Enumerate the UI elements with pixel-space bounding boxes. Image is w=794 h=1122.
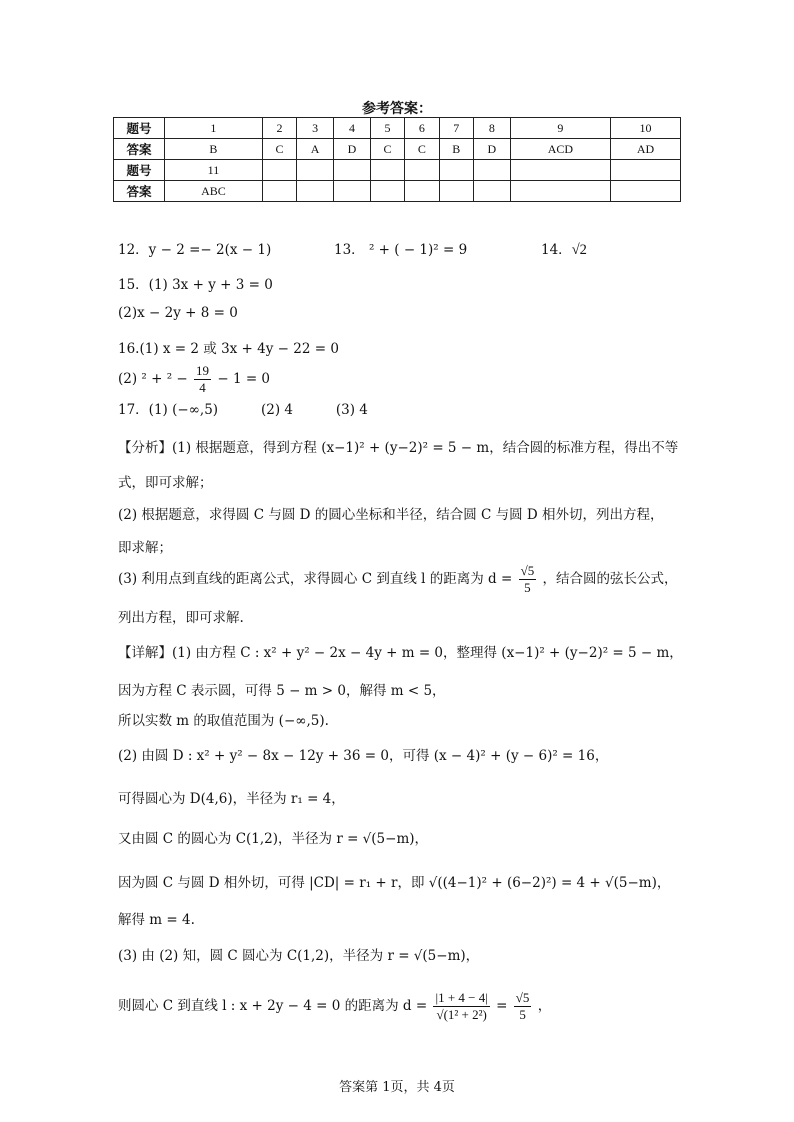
answer-table-cell: AD (611, 139, 681, 160)
answer-table-cell: 6 (405, 118, 439, 139)
answer-table-cell (262, 181, 296, 202)
answer-table-cell: C (262, 139, 296, 160)
answer-table-row (114, 118, 681, 139)
answer-table-cell: 9 (510, 118, 610, 139)
answer-table-cell: 4 (334, 118, 371, 139)
fraction-distance (433, 990, 489, 1023)
answer-table-cell: C (370, 139, 404, 160)
analysis-line-1: 【分析】(1) 根据题意，得到方程 (x−1)² + (y−2)² = 5 − m，结合圆的标准方程，得出不等 (118, 440, 679, 456)
answer-table-cell (370, 181, 404, 202)
answer-table-cell: B (439, 139, 473, 160)
fraction-denominator: 4 (199, 380, 206, 395)
answer-table-cell: 11 (165, 160, 263, 181)
analysis-line-3: (2) 根据题意，求得圆 C 与圆 D 的圆心坐标和半径，结合圆 C 与圆 D 相外切，列出方程， (118, 507, 664, 523)
answer-q16-1: 16.(1) x = 2 或 3x + 4y − 22 = 0 (118, 341, 339, 357)
analysis-line-4: 即求解； (118, 540, 172, 556)
answer-table (113, 117, 681, 202)
answer-q16-2 (118, 363, 270, 396)
answer-table-cell: C (405, 139, 439, 160)
answer-table-cell: 5 (370, 118, 404, 139)
detail-line-2: 因为方程 C 表示圆，可得 5 − m > 0，解得 m < 5， (118, 683, 446, 699)
fraction-19-4 (194, 363, 211, 396)
fraction-denominator: 5 (524, 580, 531, 595)
answer-table-row-header: 题号 (114, 118, 165, 139)
answer-table-cell (510, 181, 610, 202)
detail-line-8: 解得 m = 4. (118, 912, 195, 928)
answer-q16-2-part-b: − 1 = 0 (217, 371, 271, 387)
fraction-root5-over-5 (519, 563, 537, 596)
answer-q12: 12．y − 2 =− 2(x − 1) (118, 242, 272, 258)
answer-table-cell (262, 160, 296, 181)
answer-table-cell (473, 160, 510, 181)
answer-table-cell (405, 160, 439, 181)
fraction-numerator: √5 (520, 563, 535, 578)
answer-table-cell: 7 (439, 118, 473, 139)
fraction-denominator: 5 (519, 1007, 526, 1022)
answer-table-cell (439, 160, 473, 181)
detail-line-7: 因为圆 C 与圆 D 相外切，可得 |CD| = r₁ + r，即 √((4−1)² + (6−2)²) = 4 + √(5−m)， (118, 875, 671, 891)
page-footer: 答案第 1页，共 4页 (339, 1080, 455, 1095)
answer-table-cell: 2 (262, 118, 296, 139)
detail-line-5: 可得圆心为 D(4,6)，半径为 r₁ = 4， (118, 791, 345, 807)
fraction-denominator: √(1² + 2²) (436, 1007, 487, 1022)
detail-line-9: (3) 由 (2) 知，圆 C 圆心为 C(1,2)，半径为 r = √(5−m)， (118, 948, 480, 964)
detail-distance-text: 则圆心 C 到直线 l : x + 2y − 4 = 0 的距离为 d = (118, 998, 428, 1014)
answer-table-row (114, 160, 681, 181)
answer-table-row (114, 181, 681, 202)
answer-table-cell: 10 (611, 118, 681, 139)
analysis-line-6: 列出方程，即可求解. (118, 610, 244, 626)
answer-table-cell (334, 181, 371, 202)
answer-table-cell: B (165, 139, 263, 160)
answer-table-cell (297, 160, 334, 181)
detail-line-4: (2) 由圆 D : x² + y² − 8x − 12y + 36 = 0，可得 (x − 4)² + (y − 6)² = 16， (118, 748, 609, 764)
answer-q15-1: 15．(1) 3x + y + 3 = 0 (118, 277, 273, 293)
fraction-numerator: √5 (515, 990, 530, 1005)
answer-table-cell (611, 181, 681, 202)
detail-distance-tail: ， (537, 998, 552, 1014)
answer-table-cell: D (473, 139, 510, 160)
answer-table-cell: 8 (473, 118, 510, 139)
answer-table-cell (405, 181, 439, 202)
answer-table-cell: A (297, 139, 334, 160)
answer-q17: 17．(1) (−∞,5) (2) 4 (3) 4 (118, 402, 368, 418)
answer-table-row-header: 答案 (114, 139, 165, 160)
answer-table-cell (439, 181, 473, 202)
detail-line-3: 所以实数 m 的取值范围为 (−∞,5). (118, 713, 329, 729)
answer-table-row (114, 139, 681, 160)
answer-table-cell (334, 160, 371, 181)
analysis-distance-tail: ，结合圆的弦长公式， (542, 571, 678, 587)
answer-table-cell (370, 160, 404, 181)
answer-q13: 13． ² + ( − 1)² = 9 (334, 242, 468, 258)
answer-table-cell (611, 160, 681, 181)
answer-table-cell: 3 (297, 118, 334, 139)
answer-table-row-header: 题号 (114, 160, 165, 181)
detail-line-1: 【详解】(1) 由方程 C : x² + y² − 2x − 4y + m = 0，整理得 (x−1)² + (y−2)² = 5 − m， (118, 645, 683, 661)
answer-q15-2: (2)x − 2y + 8 = 0 (118, 305, 238, 321)
analysis-distance-text: (3) 利用点到直线的距离公式，求得圆心 C 到直线 l 的距离为 d = (118, 571, 513, 587)
answer-table-cell (510, 160, 610, 181)
answer-table-cell: D (334, 139, 371, 160)
answer-table-cell: ABC (165, 181, 263, 202)
answer-table-cell: 1 (165, 118, 263, 139)
analysis-line-2: 式，即可求解； (118, 475, 213, 491)
answer-table-cell (297, 181, 334, 202)
answer-table-cell: ACD (510, 139, 610, 160)
answer-q16-2-part-a: (2) ² + ² − (118, 371, 188, 387)
fraction-numerator: 19 (196, 363, 210, 378)
equals-sign: = (496, 998, 508, 1014)
analysis-line-5 (118, 563, 678, 596)
answer-table-row-header: 答案 (114, 181, 165, 202)
detail-line-10 (118, 990, 551, 1023)
answer-table-cell (473, 181, 510, 202)
page-title: 参考答案： (362, 101, 432, 117)
answer-q14 (541, 238, 587, 259)
answer-q14-value: √2 (571, 242, 587, 258)
fraction-root5-over-5 (514, 990, 532, 1023)
answer-q14-label: 14． (541, 242, 572, 258)
detail-line-6: 又由圆 C 的圆心为 C(1,2)，半径为 r = √(5−m)， (118, 831, 429, 847)
fraction-numerator: |1 + 4 − 4| (435, 990, 488, 1005)
